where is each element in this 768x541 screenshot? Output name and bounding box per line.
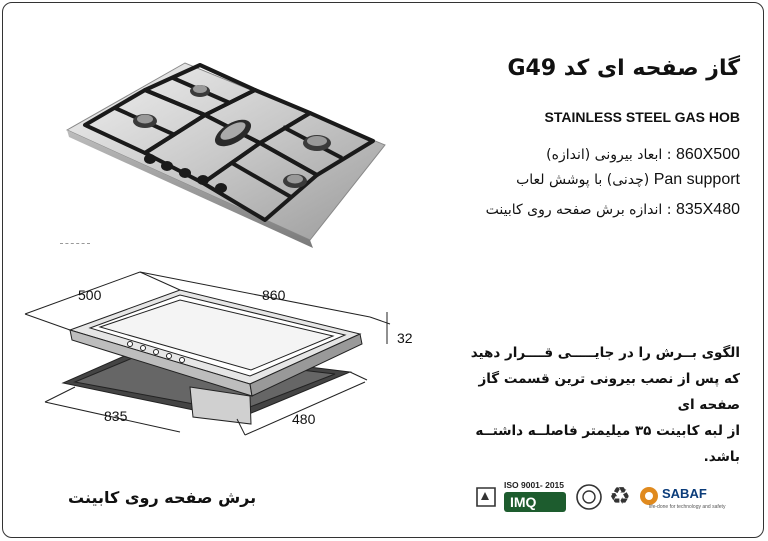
spec-value: 835X480: [675, 201, 740, 218]
spec-label: : ابعاد بیرونی (اندازه): [546, 147, 672, 163]
recycle-icon: ♻: [609, 482, 631, 510]
sabaf-tagline: life-done for technology and safety: [649, 504, 726, 510]
imq-logo: [504, 492, 566, 512]
quality-mark-icon: [575, 483, 603, 511]
spec-cutout-dimensions: [486, 201, 740, 219]
dimension-depth-outer: 500: [78, 287, 102, 303]
dimension-depth-cut: 480: [292, 411, 316, 427]
imq-label: IMQ: [510, 494, 537, 510]
sabaf-logo: [639, 486, 659, 506]
cutout-caption: برش صفحه روی کابینت: [68, 488, 257, 507]
note-line: الگوی بــرش را در جایـــــی قــــرار دهید: [470, 345, 740, 361]
dimension-width-cut: 835: [104, 408, 128, 424]
product-title: گاز صفحه ای کد G49: [507, 56, 740, 81]
gas-certification-icon: [473, 484, 499, 510]
spec-value: Pan support: [653, 171, 740, 188]
spec-value: 860X500: [675, 146, 740, 163]
spec-pan-support: [516, 171, 740, 189]
spec-label: (چدنی) با پوشش لعاب: [516, 172, 650, 188]
dimension-height: 32: [397, 330, 413, 346]
product-subtitle: STAINLESS STEEL GAS HOB: [544, 109, 740, 125]
certification-logos: [473, 480, 743, 516]
gas-hob-photo: [55, 55, 400, 255]
dimension-drawing: [15, 262, 425, 442]
note-line: که پس از نصب بیرونی ترین قسمت گاز صفحه ای: [478, 371, 740, 413]
installation-note: [440, 340, 740, 470]
note-line: از لبه کابینت ۳۵ میلیمتر فاصلــه داشتــه باشد.: [475, 423, 740, 465]
spec-outer-dimensions: [546, 146, 740, 164]
sabaf-label: SABAF: [662, 486, 707, 501]
iso-label: ISO 9001- 2015: [504, 480, 565, 490]
spec-label: : اندازه برش صفحه روی کابینت: [485, 202, 672, 218]
photo-shadow: [60, 243, 90, 244]
dimension-width-outer: 860: [262, 287, 286, 303]
